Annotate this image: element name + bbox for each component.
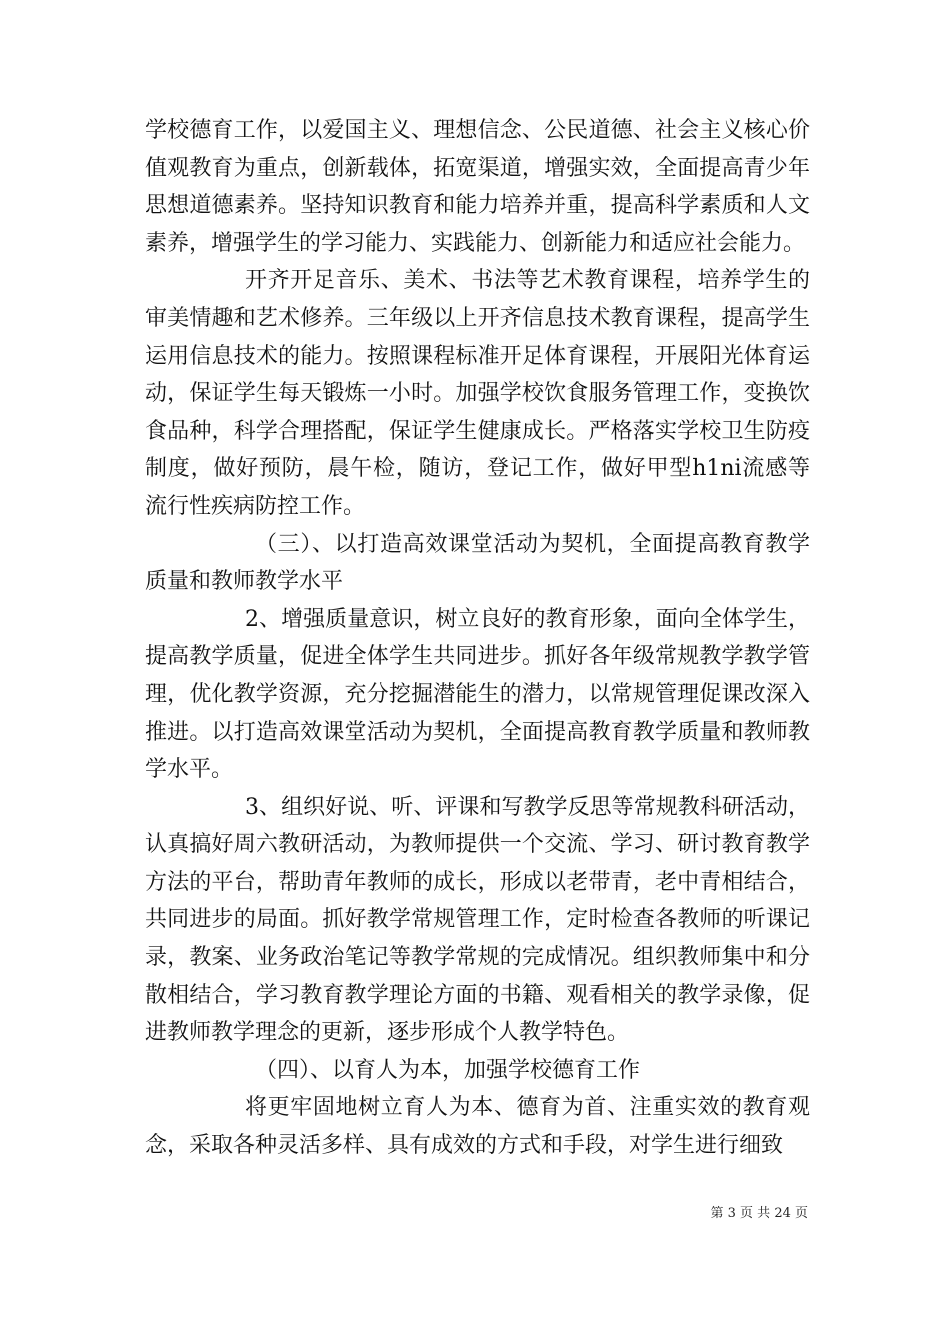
- section-heading-4: （四）、以育人为本，加强学校德育工作: [255, 1057, 641, 1083]
- paragraph-item-2: 2、增强质量意识，树立良好的教育形象，面向全体学生，提高教学质量，促进全体学生共同进步。抓好各年级常规教学教学管理，优化教学资源，充分挖掘潜能生的潜力，以常规管理促课改深入推进。以打造高效课堂活动为契机，全面提高教育教学质量和教师教学水平。: [145, 606, 810, 783]
- paragraph-arts-pe-health: 开齐开足音乐、美术、书法等艺术教育课程，培养学生的审美情趣和艺术修养。三年级以上开齐信息技术教育课程，提高学生运用信息技术的能力。按照课程标准开足体育课程，开展阳光体育运动，保证学生每天锻炼一小时。加强学校饮食服务管理工作，变换饮食品种，科学合理搭配，保证学生健康成长。严格落实学校卫生防疫制度，做好预防，晨午检，随访，登记工作，做好甲型h1ni流感等流行性疾病防控工作。: [145, 268, 810, 519]
- page-number-footer: 第 3 页 共 24 页: [710, 1206, 808, 1221]
- body-text: [145, 112, 810, 1165]
- paragraph-item-3: 3、组织好说、听、评课和写教学反思等常规教科研活动，认真搞好周六教研活动，为教师提供一个交流、学习、研讨教育教学方法的平台，帮助青年教师的成长，形成以老带青，老中青相结合，共同进步的局面。抓好教学常规管理工作，定时检查各教师的听课记录，教案、业务政治笔记等教学常规的完成情况。组织教师集中和分散相结合，学习教育教学理论方面的书籍、观看相关的教学录像，促进教师教学理念的更新，逐步形成个人教学特色。: [145, 794, 810, 1046]
- paragraph-moral-education: 将更牢固地树立育人为本、德育为首、注重实效的教育观念，采取各种灵活多样、具有成效的方式和手段，对学生进行细致: [145, 1095, 810, 1159]
- section-heading-3: （三）、以打造高效课堂活动为契机，全面提高教育教学质量和教师教学水平: [145, 531, 810, 595]
- paragraph-continuation: 学校德育工作，以爱国主义、理想信念、公民道德、社会主义核心价值观教育为重点，创新载体，拓宽渠道，增强实效，全面提高青少年思想道德素养。坚持知识教育和能力培养并重，提高科学素质和人文素养，增强学生的学习能力、实践能力、创新能力和适应社会能力。: [145, 118, 810, 256]
